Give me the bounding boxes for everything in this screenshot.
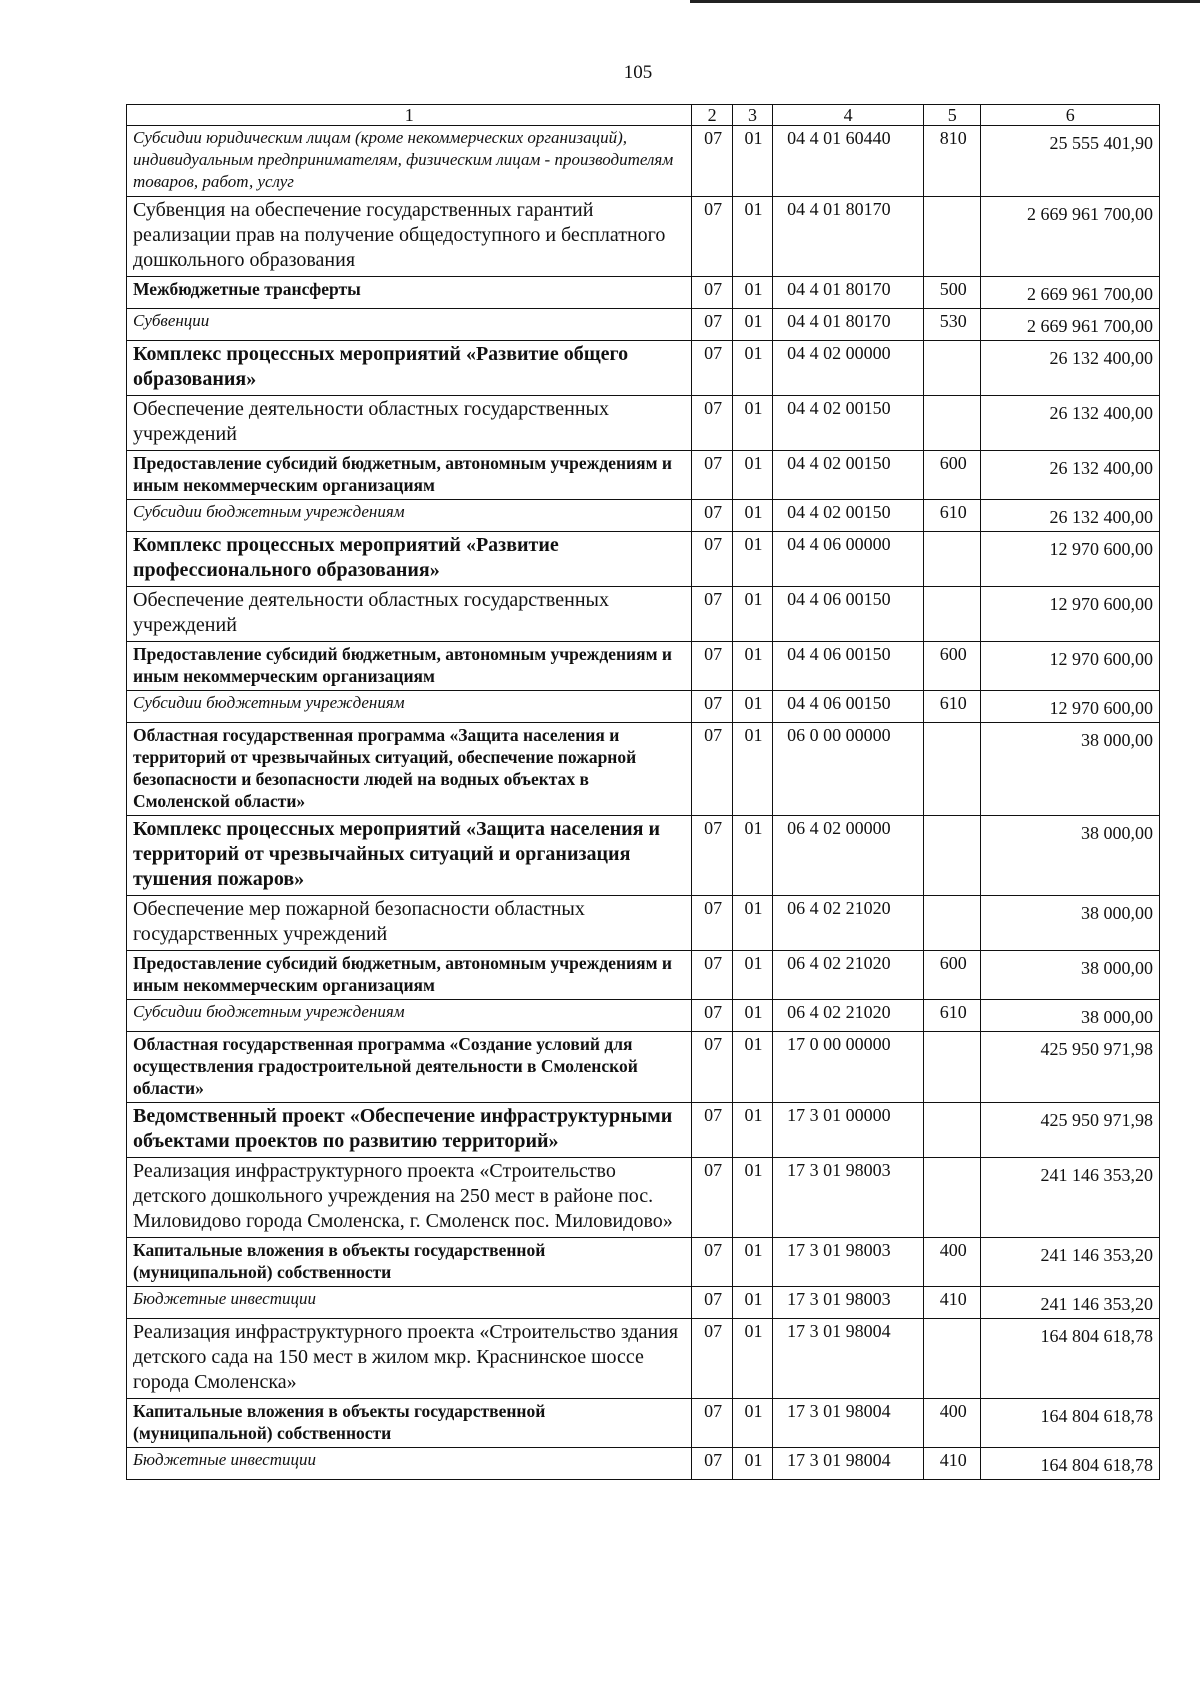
row-name-cell: Ведомственный проект «Обеспечение инфраструктурными объектами проектов по развитию территорий»: [127, 1103, 692, 1158]
row-subsection-cell: 01: [732, 691, 772, 723]
row-amount-cell: 425 950 971,98: [981, 1103, 1160, 1158]
row-name-cell: Комплекс процессных мероприятий «Защита населения и территорий от чрезвычайных ситуаций и организация тушения пожаров»: [127, 816, 692, 896]
table-row: [127, 1399, 1160, 1448]
row-subsection-cell: 01: [732, 1032, 772, 1103]
row-amount-cell: 164 804 618,78: [981, 1448, 1160, 1480]
table-row: [127, 1000, 1160, 1032]
row-amount-cell: 164 804 618,78: [981, 1399, 1160, 1448]
row-section-cell: 07: [692, 1319, 732, 1399]
row-name-cell: Реализация инфраструктурного проекта «Строительство здания детского сада на 150 мест в жилом мкр. Краснинское шоссе города Смоленска»: [127, 1319, 692, 1399]
row-expense-type-cell: 400: [924, 1238, 981, 1287]
row-amount-cell: 26 132 400,00: [981, 396, 1160, 451]
row-subsection-cell: 01: [732, 1319, 772, 1399]
row-name-cell: Межбюджетные трансферты: [127, 277, 692, 309]
row-amount-cell: 241 146 353,20: [981, 1158, 1160, 1238]
row-section-cell: 07: [692, 1399, 732, 1448]
header-col-6: 6: [981, 105, 1160, 126]
row-expense-type-cell: [924, 396, 981, 451]
table-row: [127, 532, 1160, 587]
row-section-cell: 07: [692, 197, 732, 277]
row-name-cell: Комплекс процессных мероприятий «Развитие общего образования»: [127, 341, 692, 396]
row-expense-type-cell: [924, 587, 981, 642]
row-target-article-cell: 04 4 06 00150: [773, 642, 924, 691]
row-name-cell: Субсидии бюджетным учреждениям: [127, 691, 692, 723]
row-section-cell: 07: [692, 642, 732, 691]
row-name-cell: Бюджетные инвестиции: [127, 1448, 692, 1480]
row-expense-type-cell: [924, 1032, 981, 1103]
row-section-cell: 07: [692, 896, 732, 951]
row-subsection-cell: 01: [732, 951, 772, 1000]
row-name-cell: Обеспечение деятельности областных государственных учреждений: [127, 587, 692, 642]
row-section-cell: 07: [692, 691, 732, 723]
row-expense-type-cell: [924, 197, 981, 277]
row-name-cell: Предоставление субсидий бюджетным, автономным учреждениям и иным некоммерческим организациям: [127, 642, 692, 691]
table-body: [127, 126, 1160, 1480]
row-subsection-cell: 01: [732, 723, 772, 816]
row-expense-type-cell: 610: [924, 691, 981, 723]
row-section-cell: 07: [692, 396, 732, 451]
row-amount-cell: 2 669 961 700,00: [981, 277, 1160, 309]
table-row: [127, 1238, 1160, 1287]
row-expense-type-cell: [924, 1103, 981, 1158]
row-target-article-cell: 04 4 01 80170: [773, 309, 924, 341]
row-expense-type-cell: 400: [924, 1399, 981, 1448]
row-section-cell: 07: [692, 1448, 732, 1480]
row-subsection-cell: 01: [732, 341, 772, 396]
row-amount-cell: 241 146 353,20: [981, 1287, 1160, 1319]
row-subsection-cell: 01: [732, 587, 772, 642]
table-row: [127, 691, 1160, 723]
row-subsection-cell: 01: [732, 1238, 772, 1287]
table-row: [127, 1158, 1160, 1238]
row-section-cell: 07: [692, 816, 732, 896]
table-row: [127, 1287, 1160, 1319]
row-amount-cell: 38 000,00: [981, 723, 1160, 816]
page-number: 105: [623, 62, 653, 83]
row-name-cell: Обеспечение деятельности областных государственных учреждений: [127, 396, 692, 451]
row-target-article-cell: 17 3 01 98004: [773, 1448, 924, 1480]
row-target-article-cell: 04 4 01 80170: [773, 277, 924, 309]
table-row: [127, 341, 1160, 396]
row-target-article-cell: 17 3 01 98004: [773, 1399, 924, 1448]
row-target-article-cell: 04 4 06 00150: [773, 587, 924, 642]
row-subsection-cell: 01: [732, 1287, 772, 1319]
row-expense-type-cell: 610: [924, 500, 981, 532]
row-subsection-cell: 01: [732, 500, 772, 532]
budget-table: [126, 104, 1160, 1480]
row-subsection-cell: 01: [732, 1158, 772, 1238]
row-name-cell: Капитальные вложения в объекты государственной (муниципальной) собственности: [127, 1238, 692, 1287]
row-subsection-cell: 01: [732, 451, 772, 500]
row-subsection-cell: 01: [732, 532, 772, 587]
table-row: [127, 1448, 1160, 1480]
row-section-cell: 07: [692, 277, 732, 309]
row-name-cell: Субсидии юридическим лицам (кроме некоммерческих организаций), индивидуальным предпринимателям, физическим лицам - производителям товаров, работ, услуг: [127, 126, 692, 197]
row-name-cell: Бюджетные инвестиции: [127, 1287, 692, 1319]
table-row: [127, 197, 1160, 277]
header-col-4: 4: [773, 105, 924, 126]
row-subsection-cell: 01: [732, 1399, 772, 1448]
row-expense-type-cell: 410: [924, 1448, 981, 1480]
row-subsection-cell: 01: [732, 1448, 772, 1480]
row-expense-type-cell: [924, 896, 981, 951]
row-expense-type-cell: 410: [924, 1287, 981, 1319]
row-name-cell: Предоставление субсидий бюджетным, автономным учреждениям и иным некоммерческим организациям: [127, 451, 692, 500]
row-target-article-cell: 04 4 02 00000: [773, 341, 924, 396]
row-subsection-cell: 01: [732, 309, 772, 341]
row-expense-type-cell: 600: [924, 642, 981, 691]
row-name-cell: Субвенция на обеспечение государственных гарантий реализации прав на получение общедоступного и бесплатного дошкольного образования: [127, 197, 692, 277]
row-target-article-cell: 04 4 02 00150: [773, 451, 924, 500]
header-col-1: 1: [127, 105, 692, 126]
table-header-row: [127, 105, 1160, 126]
row-amount-cell: 38 000,00: [981, 1000, 1160, 1032]
row-amount-cell: 26 132 400,00: [981, 451, 1160, 500]
row-expense-type-cell: [924, 1158, 981, 1238]
row-name-cell: Субсидии бюджетным учреждениям: [127, 500, 692, 532]
row-section-cell: 07: [692, 723, 732, 816]
table-row: [127, 277, 1160, 309]
table-row: [127, 1103, 1160, 1158]
row-subsection-cell: 01: [732, 197, 772, 277]
row-subsection-cell: 01: [732, 816, 772, 896]
row-target-article-cell: 17 3 01 98003: [773, 1238, 924, 1287]
table-row: [127, 896, 1160, 951]
row-name-cell: Комплекс процессных мероприятий «Развитие профессионального образования»: [127, 532, 692, 587]
table-row: [127, 1032, 1160, 1103]
row-name-cell: Реализация инфраструктурного проекта «Строительство детского дошкольного учреждения на 250 мест в районе пос. Миловидово города Смоленска, г. Смоленск пос. Миловидово»: [127, 1158, 692, 1238]
table-row: [127, 642, 1160, 691]
row-expense-type-cell: 610: [924, 1000, 981, 1032]
row-expense-type-cell: [924, 723, 981, 816]
row-subsection-cell: 01: [732, 126, 772, 197]
row-amount-cell: 164 804 618,78: [981, 1319, 1160, 1399]
row-section-cell: 07: [692, 1238, 732, 1287]
row-name-cell: Областная государственная программа «Создание условий для осуществления градостроительной деятельности в Смоленской области»: [127, 1032, 692, 1103]
row-amount-cell: 12 970 600,00: [981, 587, 1160, 642]
row-name-cell: Предоставление субсидий бюджетным, автономным учреждениям и иным некоммерческим организациям: [127, 951, 692, 1000]
row-expense-type-cell: [924, 816, 981, 896]
row-target-article-cell: 04 4 06 00150: [773, 691, 924, 723]
row-name-cell: Капитальные вложения в объекты государственной (муниципальной) собственности: [127, 1399, 692, 1448]
row-expense-type-cell: [924, 341, 981, 396]
row-section-cell: 07: [692, 500, 732, 532]
row-expense-type-cell: 500: [924, 277, 981, 309]
row-name-cell: Субвенции: [127, 309, 692, 341]
row-amount-cell: 12 970 600,00: [981, 532, 1160, 587]
table-row: [127, 1319, 1160, 1399]
row-amount-cell: 25 555 401,90: [981, 126, 1160, 197]
row-target-article-cell: 04 4 02 00150: [773, 500, 924, 532]
row-section-cell: 07: [692, 126, 732, 197]
row-expense-type-cell: [924, 1319, 981, 1399]
row-amount-cell: 2 669 961 700,00: [981, 197, 1160, 277]
row-subsection-cell: 01: [732, 642, 772, 691]
table-row: [127, 951, 1160, 1000]
row-subsection-cell: 01: [732, 896, 772, 951]
row-section-cell: 07: [692, 1158, 732, 1238]
row-section-cell: 07: [692, 451, 732, 500]
row-section-cell: 07: [692, 1103, 732, 1158]
row-target-article-cell: 06 4 02 21020: [773, 1000, 924, 1032]
row-expense-type-cell: 810: [924, 126, 981, 197]
row-section-cell: 07: [692, 532, 732, 587]
row-target-article-cell: 04 4 01 60440: [773, 126, 924, 197]
row-section-cell: 07: [692, 1032, 732, 1103]
table-row: [127, 816, 1160, 896]
row-target-article-cell: 04 4 01 80170: [773, 197, 924, 277]
table-row: [127, 723, 1160, 816]
row-amount-cell: 38 000,00: [981, 896, 1160, 951]
row-amount-cell: 12 970 600,00: [981, 691, 1160, 723]
row-amount-cell: 241 146 353,20: [981, 1238, 1160, 1287]
row-target-article-cell: 17 3 01 98003: [773, 1287, 924, 1319]
top-border-line: [690, 0, 1200, 3]
row-target-article-cell: 17 0 00 00000: [773, 1032, 924, 1103]
table-row: [127, 587, 1160, 642]
table-row: [127, 500, 1160, 532]
row-amount-cell: 38 000,00: [981, 816, 1160, 896]
row-subsection-cell: 01: [732, 1103, 772, 1158]
table-row: [127, 451, 1160, 500]
header-col-3: 3: [732, 105, 772, 126]
row-expense-type-cell: 600: [924, 451, 981, 500]
row-amount-cell: 26 132 400,00: [981, 500, 1160, 532]
row-expense-type-cell: [924, 532, 981, 587]
row-amount-cell: 38 000,00: [981, 951, 1160, 1000]
row-target-article-cell: 04 4 06 00000: [773, 532, 924, 587]
row-target-article-cell: 04 4 02 00150: [773, 396, 924, 451]
row-section-cell: 07: [692, 341, 732, 396]
table-row: [127, 309, 1160, 341]
row-section-cell: 07: [692, 1000, 732, 1032]
row-target-article-cell: 17 3 01 98003: [773, 1158, 924, 1238]
row-subsection-cell: 01: [732, 1000, 772, 1032]
row-subsection-cell: 01: [732, 277, 772, 309]
row-section-cell: 07: [692, 1287, 732, 1319]
row-amount-cell: 26 132 400,00: [981, 341, 1160, 396]
row-section-cell: 07: [692, 587, 732, 642]
row-section-cell: 07: [692, 309, 732, 341]
header-col-2: 2: [692, 105, 732, 126]
row-target-article-cell: 06 0 00 00000: [773, 723, 924, 816]
row-target-article-cell: 06 4 02 21020: [773, 896, 924, 951]
row-amount-cell: 12 970 600,00: [981, 642, 1160, 691]
row-target-article-cell: 17 3 01 98004: [773, 1319, 924, 1399]
table-row: [127, 396, 1160, 451]
row-amount-cell: 425 950 971,98: [981, 1032, 1160, 1103]
row-target-article-cell: 06 4 02 21020: [773, 951, 924, 1000]
table-row: [127, 126, 1160, 197]
row-name-cell: Обеспечение мер пожарной безопасности областных государственных учреждений: [127, 896, 692, 951]
row-amount-cell: 2 669 961 700,00: [981, 309, 1160, 341]
header-col-5: 5: [924, 105, 981, 126]
row-target-article-cell: 06 4 02 00000: [773, 816, 924, 896]
row-name-cell: Областная государственная программа «Защита населения и территорий от чрезвычайных ситуаций, обеспечение пожарной безопасности и безопасности людей на водных объектах в Смоленской области»: [127, 723, 692, 816]
row-target-article-cell: 17 3 01 00000: [773, 1103, 924, 1158]
row-section-cell: 07: [692, 951, 732, 1000]
row-expense-type-cell: 530: [924, 309, 981, 341]
row-expense-type-cell: 600: [924, 951, 981, 1000]
row-name-cell: Субсидии бюджетным учреждениям: [127, 1000, 692, 1032]
row-subsection-cell: 01: [732, 396, 772, 451]
